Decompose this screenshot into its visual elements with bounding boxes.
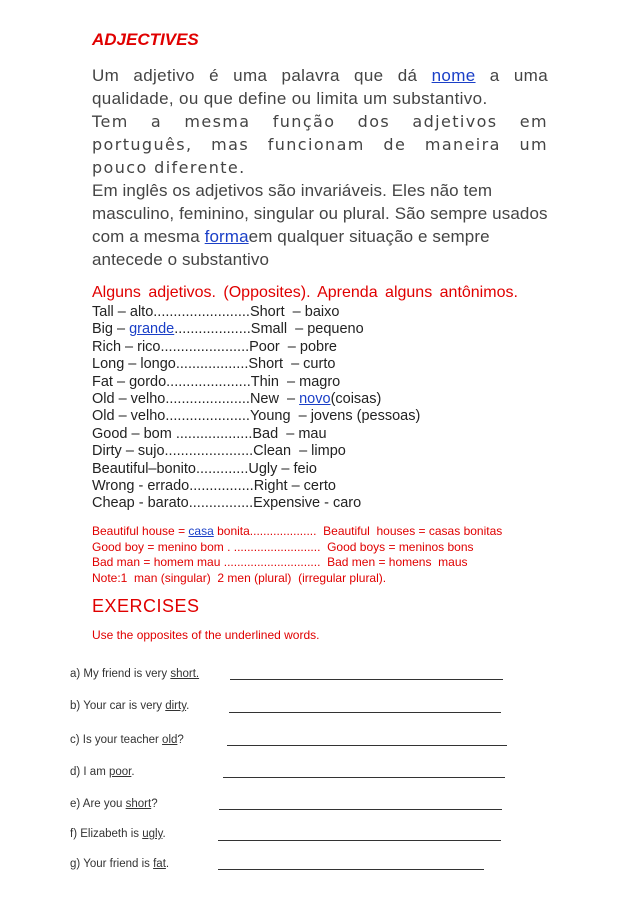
link-novo[interactable]: novo — [299, 391, 331, 408]
intro-text — [92, 64, 548, 271]
intro-text-segment: em qualquer situação e sempre antecede o substantivo — [92, 227, 490, 269]
answer-line[interactable] — [218, 869, 484, 870]
underlined-word: ugly — [142, 828, 163, 840]
underlined-word: fat — [153, 858, 166, 870]
opposite-pair: Old – velho.....................Young – jovens (pessoas) — [92, 408, 421, 425]
exercises-instructions: Use the opposites of the underlined words. — [92, 628, 320, 642]
opposite-pair: Beautiful–bonito.............Ugly – feio — [92, 460, 317, 477]
exercise-punctuation: . — [165, 858, 170, 870]
link-casa[interactable]: casa — [188, 524, 214, 538]
exercise-punctuation: . — [186, 700, 190, 712]
page-title: ADJECTIVES — [92, 30, 199, 49]
example-text: Beautiful house = — [92, 524, 189, 538]
plural-examples — [92, 524, 502, 586]
exercise-punctuation: . — [131, 766, 135, 778]
opposites-heading: Alguns adjetivos. (Opposites). Aprenda alguns antônimos. — [92, 284, 518, 301]
underlined-word: old — [162, 734, 178, 746]
underlined-word: short — [125, 798, 152, 810]
exercise-item — [70, 858, 169, 870]
opposite-pair: Cheap - barato................Expensive - caro — [92, 495, 362, 512]
underlined-word: poor — [108, 766, 132, 778]
opposite-pair: Long – longo..................Short – curto — [92, 356, 336, 373]
link-forma[interactable]: forma — [204, 227, 249, 246]
exercise-prompt: e) Are you — [70, 798, 126, 810]
exercise-item — [70, 734, 184, 746]
intro-paragraph-1 — [92, 64, 548, 110]
pair-text: ...................Small – pequeno — [174, 321, 364, 338]
pair-text: Big – — [92, 321, 130, 338]
pair-text: (coisas) — [330, 391, 382, 408]
exercise-item — [70, 700, 189, 712]
exercise-prompt: b) Your car is very — [70, 700, 166, 712]
underlined-word: short. — [170, 668, 200, 680]
exercise-punctuation: . — [162, 828, 166, 840]
example-text: bonita.................... Beautiful houses = casas bonitas — [213, 524, 503, 538]
example-note: Note:1 man (singular) 2 men (plural) (irregular plural). — [92, 570, 387, 585]
answer-line[interactable] — [218, 840, 501, 841]
link-grande[interactable]: grande — [129, 321, 175, 338]
opposite-pair: Tall – alto........................Short – baixo — [92, 304, 340, 320]
link-nome[interactable]: nome — [431, 66, 476, 85]
exercise-prompt: g) Your friend is — [70, 858, 154, 870]
exercises-title: EXERCISES — [92, 596, 200, 616]
opposite-pair: Good – bom ...................Bad – mau — [92, 425, 327, 442]
answer-line[interactable] — [219, 809, 502, 810]
opposite-pair — [92, 321, 420, 338]
intro-paragraph-3 — [92, 179, 548, 271]
answer-line[interactable] — [223, 777, 505, 778]
opposites-list — [92, 304, 420, 513]
opposite-pair — [92, 391, 420, 408]
exercise-item — [70, 668, 199, 680]
exercise-punctuation: ? — [151, 798, 158, 810]
answer-line[interactable] — [227, 745, 507, 746]
exercise-prompt: f) Elizabeth is — [70, 828, 143, 840]
exercise-punctuation: ? — [177, 734, 184, 746]
pair-text: Old – velho.....................New – — [92, 391, 300, 408]
exercise-item — [70, 766, 135, 778]
exercise-item — [70, 828, 166, 840]
intro-text-segment: Um adjetivo é uma palavra que dá — [92, 66, 432, 85]
opposite-pair: Dirty – sujo......................Clean – limpo — [92, 443, 346, 460]
answer-line[interactable] — [229, 712, 501, 713]
opposite-pair: Rich – rico......................Poor – pobre — [92, 338, 337, 355]
answer-line[interactable] — [230, 679, 503, 680]
example-line: Good boy = menino bom . .......................... Good boys = meninos bons — [92, 539, 474, 554]
exercise-prompt: d) I am — [70, 766, 109, 778]
exercise-prompt: a) My friend is very — [70, 668, 171, 680]
example-line: Bad man = homem mau ............................. Bad men = homens maus — [92, 555, 468, 570]
intro-text-segment: a uma qualidade, ou que define ou limita um substantivo. — [92, 66, 548, 108]
opposite-pair: Wrong - errado................Right – certo — [92, 478, 336, 495]
intro-paragraph-2: Tem a mesma função dos adjetivos em português, mas funcionam de maneira um pouco diferente. — [92, 112, 548, 177]
exercise-prompt: c) Is your teacher — [70, 734, 163, 746]
opposite-pair: Fat – gordo.....................Thin – magro — [92, 373, 341, 390]
example-line — [92, 524, 502, 540]
intro-text-segment: Em inglês os adjetivos são invariáveis. Eles não tem masculino, feminino, singular ou plural. São sempre usados com a mesma — [92, 181, 548, 246]
underlined-word: dirty — [165, 700, 187, 712]
exercise-item — [70, 798, 158, 810]
